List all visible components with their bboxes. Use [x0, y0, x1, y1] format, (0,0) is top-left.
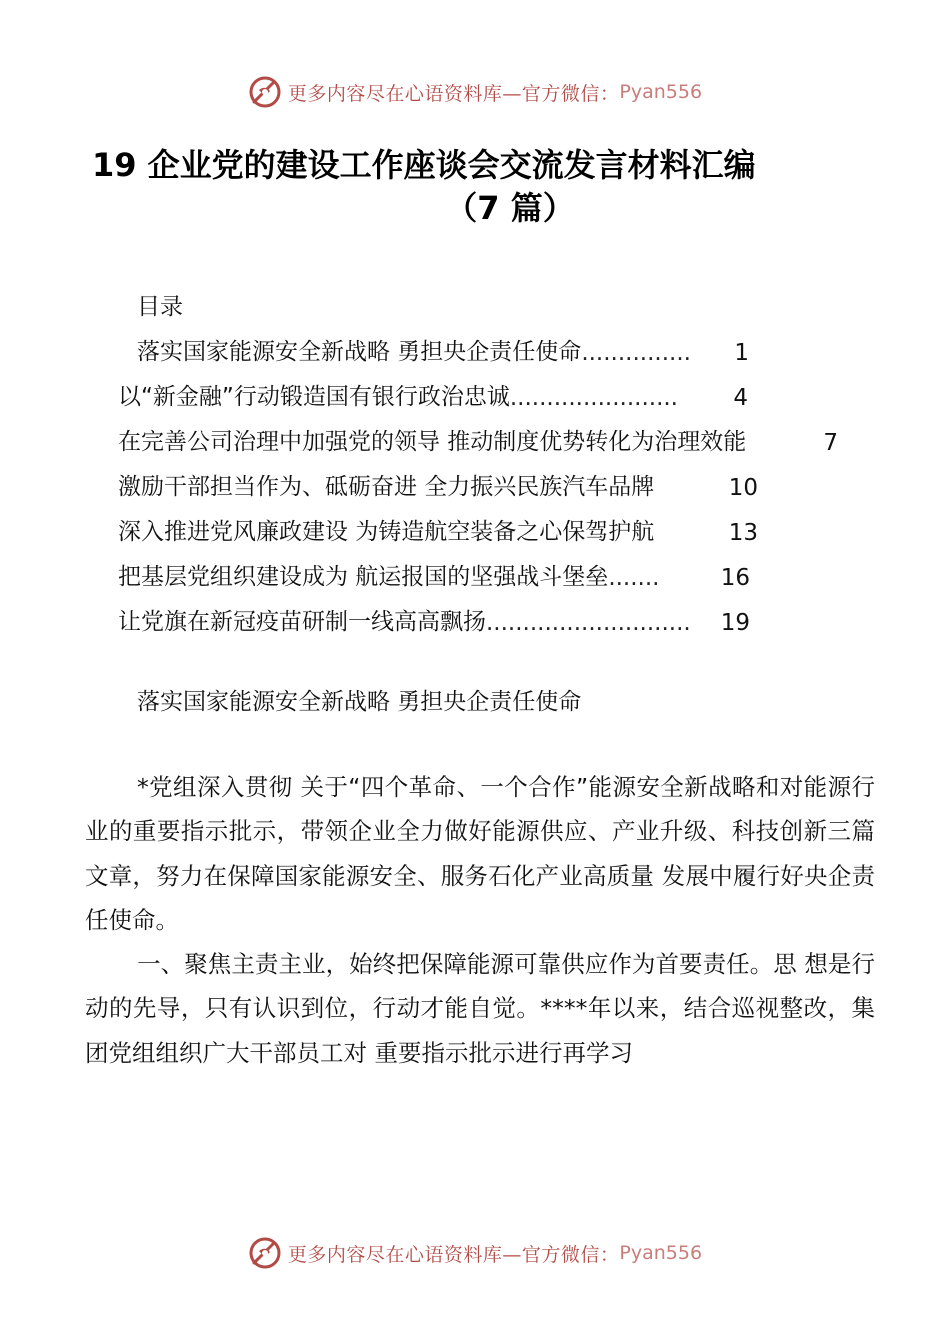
toc-item[interactable] [118, 422, 838, 456]
body-paragraph [85, 765, 875, 942]
document-title-line2: （7 篇） [445, 189, 575, 227]
toc-item-page: 13 [728, 520, 758, 546]
logo-icon [248, 75, 282, 109]
toc-item-label: 以“新金融”行动锻造国有银行政治忠诚 [118, 384, 510, 410]
toc-item-label: 在完善公司治理中加强党的领导 推动制度优势转化为治理效能 [118, 429, 747, 455]
toc-item-page: 4 [733, 385, 748, 411]
toc-item-label: 让党旗在新冠疫苗研制一线高高飘扬 [118, 609, 486, 635]
toc-item-label: 激励干部担当作为、砥砺奋进 全力振兴民族汽车品牌 [118, 474, 655, 500]
paragraph-text: 一、聚焦主责主业，始终把保障能源可靠供应作为首要责任。思 想是行动的先导，只有认识到位，行动才能自觉。****年以来，结合巡视整改，集团党组组织广大干部员工对 重要指示批示进行再学习 [85, 950, 875, 1067]
section-title: 落实国家能源安全新战略 勇担央企责任使命 [137, 689, 582, 715]
toc-item-label: 落实国家能源安全新战略 勇担央企责任使命 [137, 339, 582, 365]
toc-item-leader: ....................... [509, 385, 678, 411]
toc-item[interactable] [137, 332, 749, 366]
toc-item-page: 1 [734, 340, 749, 366]
toc-item-leader: ............... [581, 340, 691, 366]
banner-text: 更多内容尽在心语资料库—官方微信： [287, 82, 620, 105]
toc-item[interactable] [118, 512, 758, 546]
logo-icon [248, 1236, 282, 1270]
toc-item-page: 16 [720, 565, 750, 591]
banner-wechat-id: Pyan556 [619, 1242, 703, 1264]
body-paragraph [85, 942, 875, 1075]
toc-item-label: 深入推进党风廉政建设 为铸造航空装备之心保驾护航 [118, 519, 655, 545]
header-banner [0, 72, 950, 112]
toc-item-page: 7 [823, 430, 838, 456]
toc-item-leader: ....... [608, 565, 660, 591]
toc-item[interactable] [118, 602, 750, 636]
toc-item-page: 10 [728, 475, 758, 501]
toc-item[interactable] [118, 377, 748, 411]
document-title-line1: 19 企业党的建设工作座谈会交流发言材料汇编 [92, 146, 756, 184]
toc-heading: 目录 [137, 294, 183, 320]
toc-item-page: 19 [720, 610, 750, 636]
paragraph-text: *党组深入贯彻 关于“四个革命、一个合作”能源安全新战略和对能源行业的重要指示批示，带领企业全力做好能源供应、产业升级、科技创新三篇文章，努力在保障国家能源安全、服务石化产业高质量 发展中履行好央企责任使命。 [85, 773, 875, 934]
banner-wechat-id: Pyan556 [619, 81, 703, 103]
toc-item-leader: ............................ [486, 610, 691, 636]
toc-item-label: 把基层党组织建设成为 航运报国的坚强战斗堡垒 [118, 564, 609, 590]
toc-item[interactable] [118, 467, 758, 501]
footer-banner [0, 1233, 950, 1273]
banner-text: 更多内容尽在心语资料库—官方微信： [287, 1243, 620, 1266]
toc-item[interactable] [118, 557, 750, 591]
